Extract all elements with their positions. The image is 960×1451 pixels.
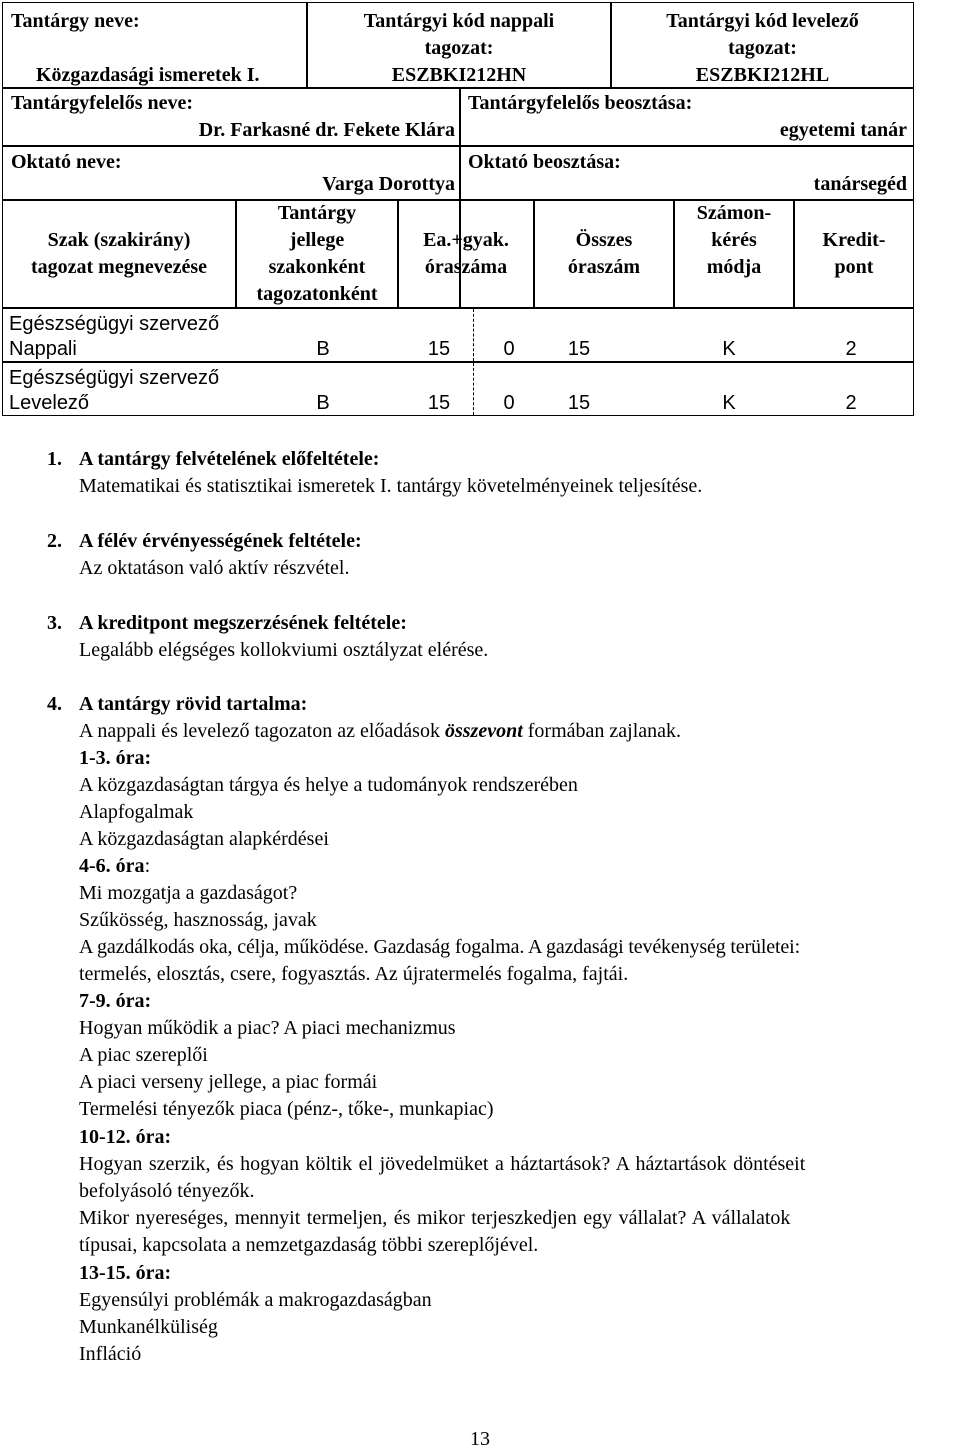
intro-emphasis: összevont: [444, 720, 523, 742]
section-4-heading: [47, 691, 307, 718]
section-3-text: Legalább elégséges kollokviumi osztályzat elérése.: [79, 639, 489, 661]
row-mode: Levelező: [9, 392, 90, 414]
block-number: 1-3.: [79, 747, 111, 769]
row-practice: 0: [503, 338, 515, 360]
row-total: 15: [567, 338, 591, 360]
block-heading: [79, 1260, 171, 1287]
row-credit: 2: [845, 338, 857, 360]
subject-name: Közgazdasági ismeretek I.: [36, 64, 260, 86]
block-line: A piac szereplői: [79, 1044, 208, 1066]
row-program: Egészségügyi szervező: [9, 367, 220, 389]
responsible-position: egyetemi tanár: [779, 119, 907, 141]
block-line: Hogyan működik a piac? A piaci mechanizmus: [79, 1017, 456, 1039]
block-line: típusai, kapcsolata a nemzetgazdaság többi szereplőjével.: [79, 1234, 539, 1256]
section-number: 4.: [47, 693, 62, 715]
header-total: Összes: [575, 229, 633, 251]
code-day-label-2: tagozat:: [424, 37, 494, 59]
block-label: óra:: [130, 1262, 172, 1284]
col-divider: [397, 199, 399, 307]
header-exam-2: kérés: [711, 229, 757, 251]
block-line: Termelési tényezők piaca (pénz-, tőke-, munkapiac): [79, 1098, 494, 1120]
header-type-3: szakonként: [268, 256, 366, 278]
page-number: 13: [470, 1428, 490, 1450]
row-practice: 0: [503, 392, 515, 414]
section-title: A tantárgy felvételének előfeltétele:: [79, 448, 380, 470]
row-credit: 2: [845, 392, 857, 414]
intro-text: formában zajlanak.: [522, 720, 682, 742]
block-heading: [79, 988, 151, 1015]
block-line: termelés, elosztás, csere, fogyasztás. Az újratermelés fogalma, fajtái.: [79, 963, 629, 985]
block-number: 10-12.: [79, 1126, 131, 1148]
block-label: óra:: [110, 747, 152, 769]
section-number: 2.: [47, 530, 62, 552]
block-label: óra:: [110, 990, 152, 1012]
responsible-label: Tantárgyfelelős neve:: [11, 92, 194, 114]
responsible-name: Dr. Farkasné dr. Fekete Klára: [198, 119, 455, 141]
row-type: B: [316, 392, 330, 414]
row-divider: [3, 307, 913, 309]
block-heading: [79, 1124, 171, 1151]
header-credit-2: pont: [834, 256, 874, 278]
block-number: 7-9.: [79, 990, 111, 1012]
row-lecture: 15: [427, 392, 451, 414]
block-colon: :: [144, 855, 151, 877]
header-exam: Számon-: [696, 202, 772, 224]
dashed-divider: [473, 309, 474, 361]
section-title: A félév érvényességének feltétele:: [79, 530, 362, 552]
section-2-text: Az oktatáson való aktív részvétel.: [79, 557, 350, 579]
header-major: Szak (szakirány): [47, 229, 191, 251]
section-title: A kreditpont megszerzésének feltétele:: [79, 612, 407, 634]
header-credit: Kredit-: [822, 229, 886, 251]
block-line: A gazdálkodás oka, célja, működése. Gazdaság fogalma. A gazdasági tevékenység területei:: [79, 936, 800, 958]
row-exam: K: [722, 392, 736, 414]
block-number: 4-6.: [79, 855, 111, 877]
block-line: Munkanélküliség: [79, 1316, 218, 1338]
col-divider: [793, 199, 795, 307]
row-program: Egészségügyi szervező: [9, 313, 220, 335]
block-number: 13-15.: [79, 1262, 131, 1284]
header-type-4: tagozatonként: [256, 283, 378, 305]
row-total: 15: [567, 392, 591, 414]
teacher-position: tanársegéd: [813, 173, 907, 195]
block-line: A piaci verseny jellege, a piac formái: [79, 1071, 378, 1093]
header-hours: Ea.+gyak.: [423, 229, 509, 251]
block-line: A közgazdaságtan tárgya és helye a tudományok rendszerében: [79, 774, 578, 796]
section-3-heading: [47, 610, 407, 637]
header-exam-3: módja: [706, 256, 762, 278]
code-corr-label-2: tagozat:: [728, 37, 797, 59]
row-lecture: 15: [427, 338, 451, 360]
block-line: Infláció: [79, 1343, 142, 1365]
teacher-position-label: Oktató beosztása:: [468, 151, 621, 173]
section-1-heading: [47, 446, 379, 473]
teacher-label: Oktató neve:: [11, 151, 122, 173]
block-line: Alapfogalmak: [79, 801, 194, 823]
header-hours-2: óraszáma: [424, 256, 508, 278]
header-total-2: óraszám: [567, 256, 641, 278]
header-type-2: jellege: [289, 229, 345, 251]
block-line: Mi mozgatja a gazdaságot?: [79, 882, 298, 904]
section-number: 3.: [47, 612, 62, 634]
block-line: A közgazdaságtan alapkérdései: [79, 828, 329, 850]
col-divider: [533, 199, 535, 307]
dashed-divider: [473, 363, 474, 415]
section-number: 1.: [47, 448, 62, 470]
row-mode: Nappali: [9, 338, 77, 360]
block-line: Egyensúlyi problémák a makrogazdaságban: [79, 1289, 432, 1311]
block-label: óra:: [130, 1126, 172, 1148]
block-heading: [79, 745, 151, 772]
section-title: A tantárgy rövid tartalma:: [79, 693, 308, 715]
block-line: Hogyan szerzik, és hogyan költik el jövedelmüket a háztartások? A háztartások döntéseit: [79, 1153, 806, 1175]
code-day-label: Tantárgyi kód nappali: [363, 10, 555, 32]
header-type: Tantárgy: [277, 202, 357, 224]
intro-text: A nappali és levelező tagozaton az előadások: [79, 720, 445, 742]
course-info-table: [2, 2, 914, 416]
header-major-2: tagozat megnevezése: [30, 256, 208, 278]
block-line: befolyásoló tényezők.: [79, 1180, 255, 1202]
section-4-intro: [79, 718, 681, 745]
row-exam: K: [722, 338, 736, 360]
block-heading: [79, 853, 150, 880]
section-1-text: Matematikai és statisztikai ismeretek I. tantárgy követelményeinek teljesítése.: [79, 475, 703, 497]
row-divider: [3, 145, 913, 147]
teacher-name: Varga Dorottya: [322, 173, 455, 195]
code-corr-value: ESZBKI212HL: [695, 64, 830, 86]
block-label: óra: [110, 855, 145, 877]
responsible-position-label: Tantárgyfelelős beosztása:: [468, 92, 693, 114]
section-2-heading: [47, 528, 362, 555]
block-line: Szűkösség, hasznosság, javak: [79, 909, 317, 931]
row-type: B: [316, 338, 330, 360]
code-day-value: ESZBKI212HN: [391, 64, 527, 86]
subject-label: Tantárgy neve:: [11, 10, 140, 32]
block-line: Mikor nyereséges, mennyit termeljen, és mikor terjeszkedjen egy vállalat? A vállalatok: [79, 1207, 791, 1229]
code-corr-label: Tantárgyi kód levelező: [666, 10, 859, 32]
